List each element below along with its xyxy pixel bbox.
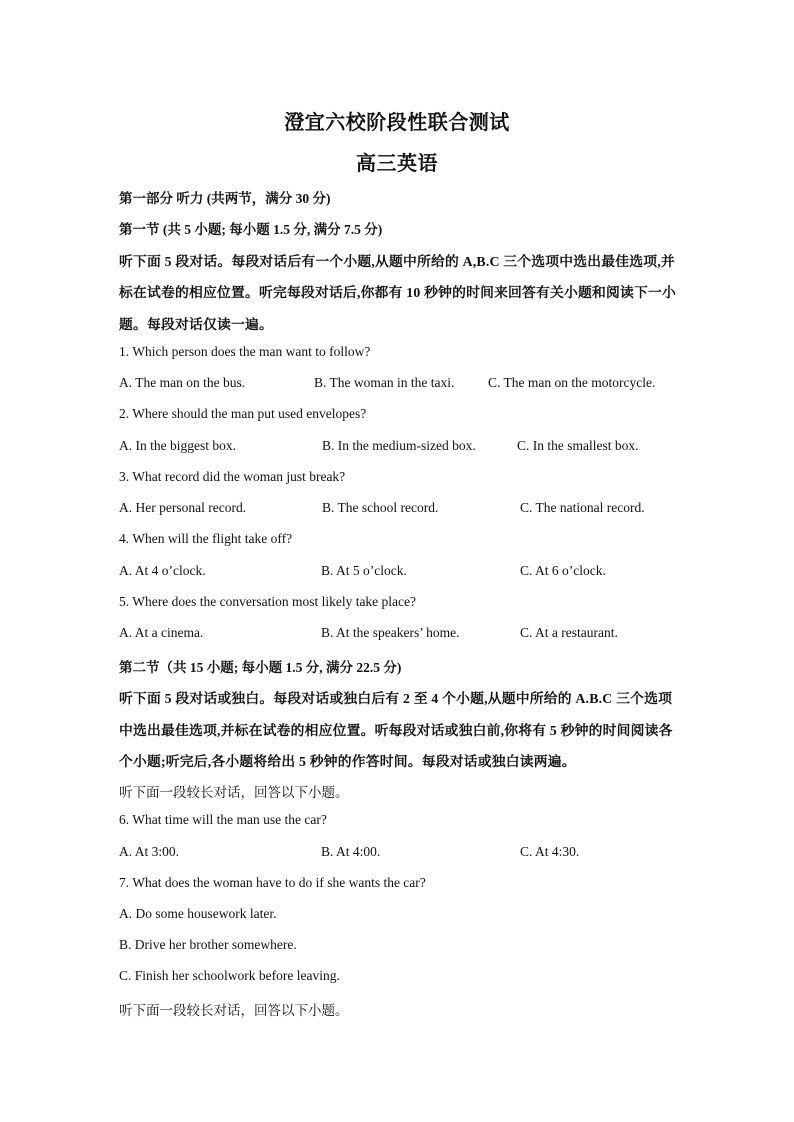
section2-instruction-line: 听下面 5 段对话或独白。每段对话或独白后有 2 至 4 个小题,从题中所给的 A.B.C 三个选项 bbox=[119, 691, 673, 706]
question-7-option-b: B. Drive her brother somewhere. bbox=[119, 937, 297, 952]
question-6-option-a: A. At 3:00. bbox=[119, 844, 180, 859]
question-5-option-a: A. At a cinema. bbox=[119, 625, 204, 640]
section1-instruction-line: 听下面 5 段对话。每段对话后有一个小题,从题中所给的 A,B.C 三个选项中选出最佳选项,并 bbox=[119, 254, 675, 269]
question-1-option-b: B. The woman in the taxi. bbox=[314, 375, 455, 390]
section1-instruction-line: 题。每段对话仅读一遍。 bbox=[119, 317, 273, 332]
listen-note: 听下面一段较长对话，回答以下小题。 bbox=[119, 1003, 349, 1018]
question-6-option-b: B. At 4:00. bbox=[321, 844, 381, 859]
question-4-option-c: C. At 6 o’clock. bbox=[520, 563, 606, 578]
question-7-option-a: A. Do some housework later. bbox=[119, 906, 277, 921]
question-3-option-b: B. The school record. bbox=[322, 500, 439, 515]
listen-note: 听下面一段较长对话，回答以下小题。 bbox=[119, 785, 349, 800]
question-1: 1. Which person does the man want to follow? bbox=[119, 344, 371, 359]
question-3-option-a: A. Her personal record. bbox=[119, 500, 247, 515]
section1-heading: 第一节 (共 5 小题; 每小题 1.5 分, 满分 7.5 分) bbox=[119, 222, 383, 237]
question-4-option-a: A. At 4 o’clock. bbox=[119, 563, 206, 578]
section1-instruction-line: 标在试卷的相应位置。听完每段对话后,你都有 10 秒钟的时间来回答有关小题和阅读下一小 bbox=[119, 285, 677, 300]
question-4-option-b: B. At 5 o’clock. bbox=[321, 563, 407, 578]
question-7: 7. What does the woman have to do if she wants the car? bbox=[119, 875, 426, 890]
question-1-option-c: C. The man on the motorcycle. bbox=[488, 375, 656, 390]
question-2: 2. Where should the man put used envelopes? bbox=[119, 406, 367, 421]
question-7-option-c: C. Finish her schoolwork before leaving. bbox=[119, 968, 340, 983]
question-2-option-c: C. In the smallest box. bbox=[517, 438, 639, 453]
question-5-option-b: B. At the speakers’ home. bbox=[321, 625, 460, 640]
question-1-option-a: A. The man on the bus. bbox=[119, 375, 246, 390]
exam-subtitle: 高三英语 bbox=[356, 153, 438, 175]
question-6: 6. What time will the man use the car? bbox=[119, 812, 327, 827]
question-3-option-c: C. The national record. bbox=[520, 500, 645, 515]
question-2-option-b: B. In the medium-sized box. bbox=[322, 438, 476, 453]
exam-title: 澄宜六校阶段性联合测试 bbox=[284, 112, 510, 134]
section2-instruction-line: 个小题;听完后,各小题将给出 5 秒钟的作答时间。每段对话或独白读两遍。 bbox=[119, 754, 576, 769]
question-2-option-a: A. In the biggest box. bbox=[119, 438, 236, 453]
section2-heading: 第二节（共 15 小题; 每小题 1.5 分, 满分 22.5 分) bbox=[119, 660, 402, 675]
question-5: 5. Where does the conversation most likely take place? bbox=[119, 594, 417, 609]
question-6-option-c: C. At 4:30. bbox=[520, 844, 580, 859]
question-3: 3. What record did the woman just break? bbox=[119, 469, 346, 484]
question-4: 4. When will the flight take off? bbox=[119, 531, 293, 546]
question-5-option-c: C. At a restaurant. bbox=[520, 625, 618, 640]
section2-instruction-line: 中选出最佳选项,并标在试卷的相应位置。听每段对话或独白前,你将有 5 秒钟的时间阅读各 bbox=[119, 723, 673, 738]
part1-heading: 第一部分 听力 (共两节，满分 30 分) bbox=[119, 191, 331, 206]
